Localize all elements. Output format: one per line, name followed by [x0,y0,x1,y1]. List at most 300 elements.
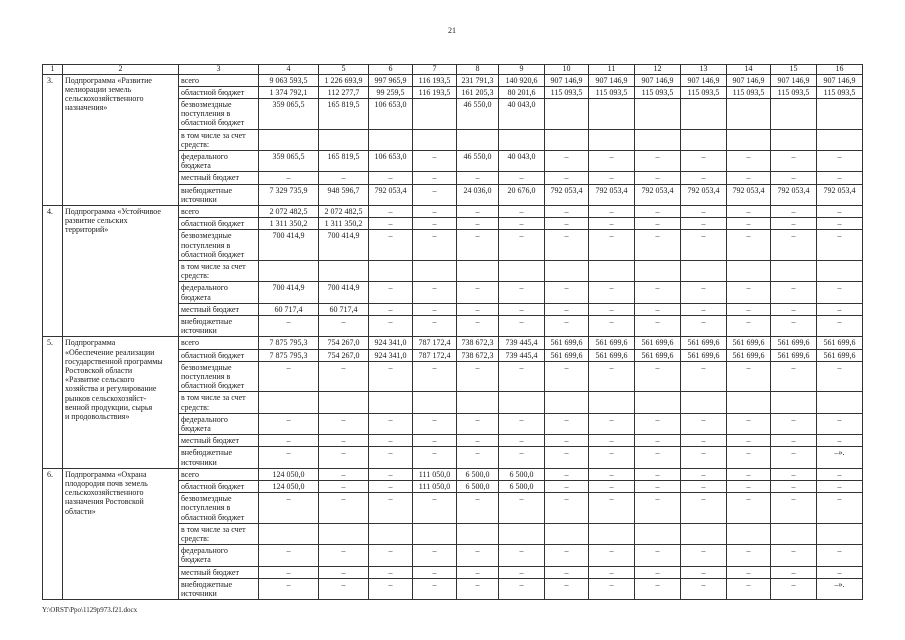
value-cell: – [817,545,863,566]
value-cell: – [589,413,635,434]
funding-source-label: местный бюджет [179,303,259,315]
subprogram-name: Подпрограмма «Развитие мелиорации земель сельскохозяйственного назначения» [63,74,179,205]
subprogram-name: Подпрограмма «Обеспечение реализации государственной программы Ростовской области «Развитие сельского хозяйства и регулирование рынков сельскохозяйст- венной продукции, сырья и продовольствия» [63,337,179,468]
value-cell [635,392,681,413]
value-cell: –». [817,447,863,468]
funding-source-label: федерального бюджета [179,150,259,171]
table-body [43,74,863,600]
value-cell [727,260,771,281]
value-cell: – [545,413,589,434]
value-cell: 561 699,6 [681,349,727,361]
value-cell: – [817,566,863,578]
value-cell: – [817,413,863,434]
value-cell [727,392,771,413]
value-cell: 561 699,6 [771,349,817,361]
value-cell: – [817,282,863,303]
value-cell [319,129,369,150]
funding-source-label: внебюджетные источники [179,184,259,205]
value-cell: – [589,493,635,524]
value-cell: – [727,303,771,315]
value-cell: – [319,315,369,336]
value-cell: 561 699,6 [771,337,817,349]
value-cell [589,129,635,150]
value-cell: – [413,435,457,447]
column-header-11: 11 [589,65,635,75]
funding-source-label: безвозмездные поступления в областной бюджет [179,493,259,524]
subprogram-name: Подпрограмма «Устойчивое развитие сельских территорий» [63,205,179,336]
value-cell: – [369,493,413,524]
value-cell: – [499,566,545,578]
value-cell: – [369,447,413,468]
value-cell: 80 201,6 [499,86,545,98]
value-cell: 20 676,0 [499,184,545,205]
value-cell: – [369,435,413,447]
value-cell: – [499,493,545,524]
value-cell: 561 699,6 [589,349,635,361]
value-cell [545,129,589,150]
value-cell: – [545,493,589,524]
value-cell: – [589,150,635,171]
value-cell: – [681,150,727,171]
value-cell: – [457,315,499,336]
funding-source-label: областной бюджет [179,86,259,98]
file-path-footer: Y:\ORST\Ppo\1129p973.f21.docx [42,606,138,614]
value-cell: 6 500,0 [457,481,499,493]
value-cell: – [545,205,589,217]
value-cell: – [727,481,771,493]
value-cell: – [727,172,771,184]
value-cell: 907 146,9 [545,74,589,86]
value-cell: 2 072 482,5 [319,205,369,217]
column-header-5: 5 [319,65,369,75]
value-cell: – [589,315,635,336]
value-cell: – [457,205,499,217]
value-cell: – [413,218,457,230]
subprogram-name: Подпрограмма «Охрана плодородия почв земель сельскохозяйственного назначения Ростовской области» [63,468,179,599]
value-cell: – [413,447,457,468]
value-cell: – [413,545,457,566]
value-cell: – [635,545,681,566]
funding-source-label: безвозмездные поступления в областной бюджет [179,361,259,392]
value-cell [589,98,635,129]
value-cell: – [457,493,499,524]
value-cell: – [589,361,635,392]
value-cell [727,129,771,150]
funding-source-label: всего [179,337,259,349]
value-cell: 40 043,0 [499,98,545,129]
value-cell [499,260,545,281]
column-header-6: 6 [369,65,413,75]
value-cell [771,392,817,413]
value-cell [681,260,727,281]
value-cell [259,129,319,150]
value-cell: – [727,361,771,392]
value-cell: – [771,361,817,392]
value-cell [771,523,817,544]
value-cell: – [635,413,681,434]
value-cell: 754 267,0 [319,337,369,349]
column-header-2: 2 [63,65,179,75]
funding-source-label: областной бюджет [179,218,259,230]
value-cell: – [771,205,817,217]
value-cell: 165 819,5 [319,150,369,171]
column-header-10: 10 [545,65,589,75]
value-cell: – [771,218,817,230]
value-cell: 700 414,9 [319,230,369,261]
value-cell: – [457,303,499,315]
funding-source-label: местный бюджет [179,172,259,184]
value-cell: – [413,493,457,524]
funding-source-label: внебюджетные источники [179,315,259,336]
value-cell [817,260,863,281]
value-cell: 754 267,0 [319,349,369,361]
value-cell: – [499,303,545,315]
value-cell: 738 672,3 [457,337,499,349]
value-cell: – [681,481,727,493]
funding-source-label: в том числе за счет средств: [179,260,259,281]
value-cell: – [635,578,681,599]
value-cell: – [727,578,771,599]
value-cell: – [499,205,545,217]
value-cell: 907 146,9 [681,74,727,86]
value-cell: – [545,468,589,480]
value-cell: 561 699,6 [589,337,635,349]
value-cell: – [457,545,499,566]
value-cell: – [817,230,863,261]
value-cell: – [413,303,457,315]
value-cell: – [457,413,499,434]
value-cell: – [771,447,817,468]
funding-source-label: местный бюджет [179,435,259,447]
value-cell: – [727,566,771,578]
value-cell: – [545,172,589,184]
value-cell: – [413,282,457,303]
value-cell: – [727,493,771,524]
value-cell: – [319,578,369,599]
value-cell: 700 414,9 [259,230,319,261]
value-cell [369,523,413,544]
value-cell [545,392,589,413]
value-cell [319,523,369,544]
value-cell [457,260,499,281]
funding-source-label: в том числе за счет средств: [179,392,259,413]
value-cell: – [681,468,727,480]
value-cell: 792 053,4 [817,184,863,205]
value-cell: 111 050,0 [413,481,457,493]
value-cell: – [545,578,589,599]
value-cell: – [369,566,413,578]
column-header-14: 14 [727,65,771,75]
funding-source-label: местный бюджет [179,566,259,578]
value-cell: – [727,218,771,230]
value-cell: – [681,493,727,524]
value-cell: – [771,578,817,599]
table-row [43,205,863,217]
funding-source-label: всего [179,74,259,86]
value-cell: – [259,172,319,184]
value-cell [589,523,635,544]
value-cell: – [499,361,545,392]
value-cell: – [681,315,727,336]
value-cell: – [635,435,681,447]
value-cell [413,523,457,544]
value-cell [635,129,681,150]
value-cell: 907 146,9 [771,74,817,86]
value-cell: – [681,282,727,303]
value-cell [727,523,771,544]
value-cell: 7 875 795,3 [259,337,319,349]
value-cell: 738 672,3 [457,349,499,361]
value-cell: – [457,566,499,578]
table-header [43,65,863,75]
value-cell: – [771,481,817,493]
column-header-3: 3 [179,65,259,75]
value-cell: – [635,150,681,171]
value-cell: – [771,172,817,184]
value-cell: 792 053,4 [589,184,635,205]
value-cell: – [499,315,545,336]
value-cell: 700 414,9 [319,282,369,303]
value-cell: 739 445,4 [499,349,545,361]
value-cell: 700 414,9 [259,282,319,303]
value-cell: – [499,172,545,184]
value-cell: – [727,468,771,480]
value-cell [499,523,545,544]
value-cell: 106 653,0 [369,150,413,171]
value-cell: – [771,545,817,566]
column-header-9: 9 [499,65,545,75]
funding-source-label: областной бюджет [179,481,259,493]
value-cell: 997 965,9 [369,74,413,86]
value-cell [681,98,727,129]
value-cell: – [817,468,863,480]
value-cell: – [457,172,499,184]
value-cell: – [413,205,457,217]
value-cell: – [635,303,681,315]
column-header-1: 1 [43,65,63,75]
value-cell: – [369,468,413,480]
value-cell: – [413,361,457,392]
section-number: 3. [43,74,63,205]
value-cell: 359 065,5 [259,98,319,129]
value-cell: – [319,172,369,184]
value-cell: 116 193,5 [413,86,457,98]
value-cell: – [771,493,817,524]
value-cell [413,98,457,129]
value-cell: 907 146,9 [589,74,635,86]
value-cell: – [457,447,499,468]
value-cell: – [457,435,499,447]
value-cell: 907 146,9 [635,74,681,86]
value-cell: 6 500,0 [499,468,545,480]
value-cell: 1 311 350,2 [259,218,319,230]
value-cell: 7 875 795,3 [259,349,319,361]
value-cell: – [413,150,457,171]
value-cell: 359 065,5 [259,150,319,171]
value-cell: – [771,230,817,261]
value-cell: – [499,435,545,447]
value-cell: 9 063 593,5 [259,74,319,86]
value-cell: – [635,172,681,184]
value-cell: – [681,218,727,230]
value-cell: – [681,230,727,261]
value-cell: – [369,172,413,184]
value-cell: – [259,447,319,468]
value-cell: 24 036,0 [457,184,499,205]
value-cell [545,523,589,544]
value-cell: 6 500,0 [499,481,545,493]
value-cell: – [499,230,545,261]
value-cell: – [771,413,817,434]
value-cell [771,129,817,150]
value-cell: – [259,578,319,599]
value-cell: – [369,205,413,217]
value-cell: 116 193,5 [413,74,457,86]
section-number: 6. [43,468,63,599]
value-cell [635,523,681,544]
value-cell: –». [817,578,863,599]
value-cell: – [413,172,457,184]
funding-source-label: в том числе за счет средств: [179,523,259,544]
value-cell: 792 053,4 [727,184,771,205]
value-cell: 907 146,9 [817,74,863,86]
value-cell: – [369,545,413,566]
value-cell: – [681,303,727,315]
value-cell: – [545,447,589,468]
value-cell: – [771,282,817,303]
value-cell [319,260,369,281]
value-cell: – [319,435,369,447]
value-cell [589,392,635,413]
value-cell: – [635,361,681,392]
value-cell: – [727,205,771,217]
value-cell: – [369,282,413,303]
value-cell: – [457,282,499,303]
value-cell: – [259,315,319,336]
value-cell: 948 596,7 [319,184,369,205]
value-cell: – [369,230,413,261]
value-cell: – [589,447,635,468]
value-cell: 231 791,3 [457,74,499,86]
value-cell: – [499,578,545,599]
value-cell: – [817,481,863,493]
value-cell [413,392,457,413]
value-cell: – [545,435,589,447]
value-cell: – [319,481,369,493]
value-cell: – [771,303,817,315]
value-cell: – [681,205,727,217]
value-cell: 124 050,0 [259,481,319,493]
value-cell: 561 699,6 [727,349,771,361]
value-cell: – [817,493,863,524]
value-cell: – [589,230,635,261]
value-cell: – [369,413,413,434]
value-cell: – [681,361,727,392]
value-cell: – [635,468,681,480]
value-cell: – [771,566,817,578]
value-cell [545,98,589,129]
value-cell: – [727,230,771,261]
value-cell: 1 374 792,1 [259,86,319,98]
value-cell: 115 093,5 [545,86,589,98]
value-cell: – [635,481,681,493]
value-cell: – [457,230,499,261]
value-cell: 140 920,6 [499,74,545,86]
page-number: 21 [448,26,456,35]
value-cell: 561 699,6 [681,337,727,349]
value-cell: 165 819,5 [319,98,369,129]
value-cell: – [681,413,727,434]
value-cell: 1 311 350,2 [319,218,369,230]
value-cell: – [727,150,771,171]
value-cell [457,392,499,413]
value-cell: 561 699,6 [817,349,863,361]
value-cell: – [771,435,817,447]
value-cell: – [727,435,771,447]
value-cell: – [259,413,319,434]
value-cell [369,129,413,150]
value-cell [259,392,319,413]
value-cell: 561 699,6 [545,337,589,349]
value-cell: – [545,230,589,261]
value-cell: 115 093,5 [635,86,681,98]
value-cell: – [681,578,727,599]
value-cell: – [589,205,635,217]
value-cell: 115 093,5 [681,86,727,98]
value-cell: – [545,218,589,230]
value-cell [681,392,727,413]
value-cell: 792 053,4 [771,184,817,205]
funding-source-label: внебюджетные источники [179,447,259,468]
value-cell: – [413,315,457,336]
value-cell: – [681,545,727,566]
value-cell: 112 277,7 [319,86,369,98]
value-cell [499,392,545,413]
funding-source-label: безвозмездные поступления в областной бюджет [179,98,259,129]
value-cell [259,260,319,281]
value-cell [681,523,727,544]
value-cell: 561 699,6 [545,349,589,361]
value-cell [457,523,499,544]
value-cell: – [771,315,817,336]
value-cell [369,260,413,281]
value-cell [635,260,681,281]
value-cell: 2 072 482,5 [259,205,319,217]
value-cell: 106 653,0 [369,98,413,129]
value-cell [817,98,863,129]
value-cell [457,129,499,150]
value-cell: – [259,493,319,524]
value-cell: 907 146,9 [727,74,771,86]
value-cell: – [545,315,589,336]
value-cell: – [681,447,727,468]
funding-source-label: в том числе за счет средств: [179,129,259,150]
column-header-12: 12 [635,65,681,75]
value-cell: – [457,578,499,599]
value-cell: 60 717,4 [259,303,319,315]
value-cell: – [589,172,635,184]
value-cell [413,260,457,281]
value-cell: – [817,303,863,315]
value-cell [413,129,457,150]
column-header-16: 16 [817,65,863,75]
value-cell: – [771,150,817,171]
value-cell: – [681,172,727,184]
value-cell: – [681,435,727,447]
value-cell: 924 341,0 [369,337,413,349]
value-cell: – [413,566,457,578]
budget-table [42,64,863,600]
